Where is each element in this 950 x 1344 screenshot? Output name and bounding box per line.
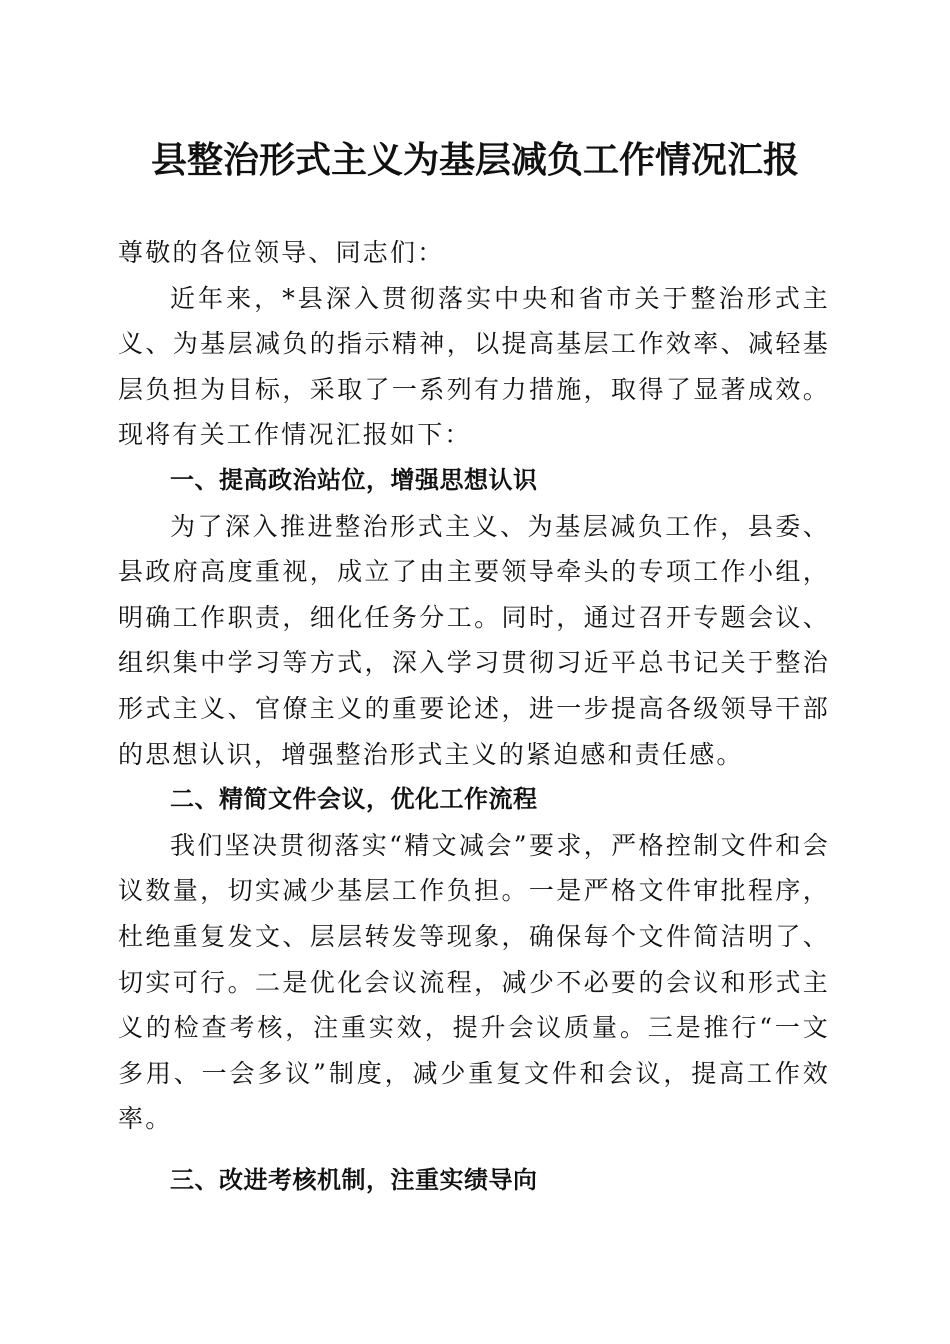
salutation: 尊敬的各位领导、同志们： — [118, 238, 445, 267]
document-body — [118, 230, 830, 1203]
section-heading-1: 一、提高政治站位，增强思想认识 — [170, 465, 538, 494]
intro-paragraph: 近年来，*县深入贯彻落实中央和省市关于整治形式主义、为基层减负的指示精神，以提高基层工作效率、减轻基层负担为目标，采取了一系列有力措施，取得了显著成效。现将有关工作情况汇报如下： — [118, 283, 830, 450]
section-heading-2: 二、精简文件会议，优化工作流程 — [170, 785, 538, 814]
section-body-1: 为了深入推进整治形式主义、为基层减负工作，县委、县政府高度重视，成立了由主要领导牵头的专项工作小组，明确工作职责，细化任务分工。同时，通过召开专题会议、组织集中学习等方式，深入学习贯彻习近平总书记关于整治形式主义、官僚主义的重要论述，进一步提高各级领导干部的思想认识，增强整治形式主义的紧迫感和责任感。 — [118, 511, 830, 769]
section-body-2: 我们坚决贯彻落实“精文减会”要求，严格控制文件和会议数量，切实减少基层工作负担。一是严格文件审批程序，杜绝重复发文、层层转发等现象，确保每个文件简洁明了、切实可行。二是优化会议流程，减少不必要的会议和形式主义的检查考核，注重实效，提升会议质量。三是推行“一文多用、一会多议”制度，减少重复文件和会议，提高工作效率。 — [118, 830, 830, 1134]
document-title: 县整治形式主义为基层减负工作情况汇报 — [150, 139, 799, 181]
section-heading-3: 三、改进考核机制，注重实绩导向 — [170, 1165, 538, 1194]
